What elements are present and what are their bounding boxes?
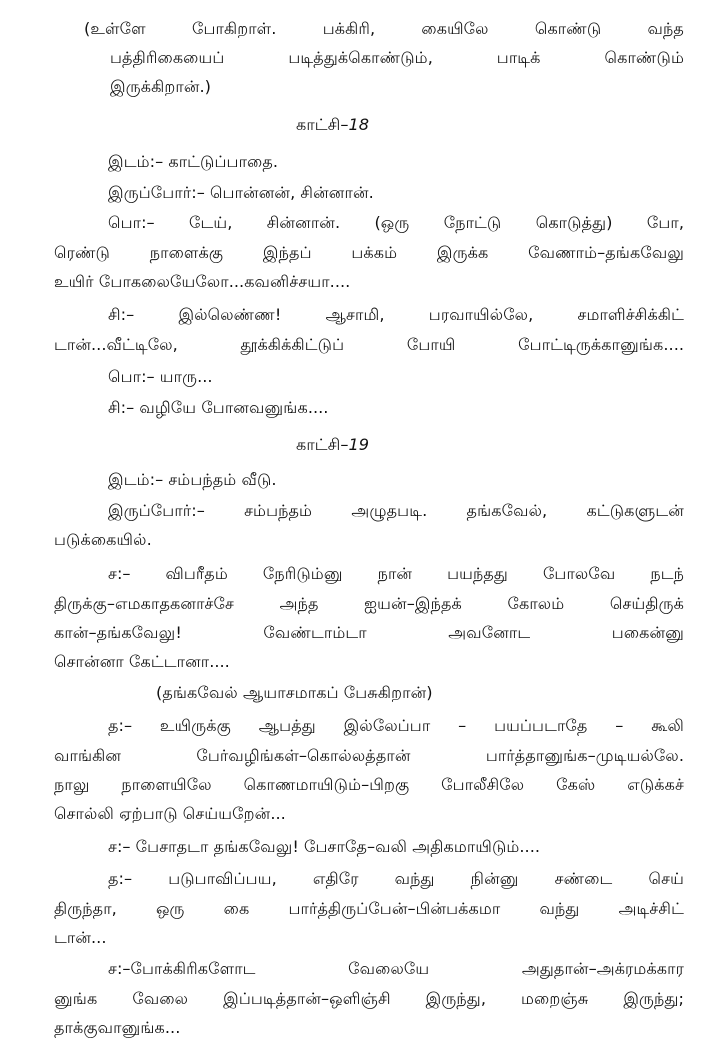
word: ச:– — [108, 564, 131, 583]
word: திருந்தா, — [54, 899, 117, 918]
scene-18-d3: பொ:– யாரு... — [108, 367, 213, 386]
scene-18-d1-line-3: உயிர் போகலையேலோ...கவனிச்சயா.... — [54, 272, 351, 291]
word: அடிச்சிட் — [618, 899, 684, 918]
word: எதிரே — [312, 869, 359, 888]
word: நேரிடும்னு — [262, 564, 343, 583]
word: அவனோட — [448, 623, 531, 642]
word: இப்படித்தான்–ஒளிஞ்சி — [223, 989, 391, 1008]
word: த:– — [108, 869, 133, 888]
word: செய் — [648, 869, 684, 888]
word: படித்துக்கொண்டும், — [288, 48, 433, 67]
word: போ, — [646, 213, 684, 232]
word: கொண்டும் — [604, 48, 684, 67]
word: படுபாவிப்பய, — [168, 869, 277, 888]
word: எடுக்கச் — [627, 775, 684, 794]
word: கொண்டு — [534, 19, 602, 38]
scene-19-d5-line-3: தாக்குவானுங்க... — [54, 1018, 181, 1037]
word: மறைஞ்சு — [521, 989, 589, 1008]
word: இருப்போர்:– — [108, 501, 205, 520]
word: – — [615, 716, 624, 735]
word: ஒரு — [155, 899, 185, 918]
word: இருந்து, — [425, 989, 486, 1008]
word: நாளைக்கு — [149, 243, 224, 262]
scene-18-present: இருப்போர்:– பொன்னன், சின்னான். — [108, 183, 374, 202]
word: கை — [223, 899, 250, 918]
scene-19-d4-line-2 — [54, 898, 684, 920]
word: பார்த்தானுங்க–முடியல்லே. — [485, 746, 684, 765]
word: நடந் — [650, 564, 684, 583]
scene-19-stage-direction: (தங்கவேல் ஆயாசமாகப் பேசுகிறான்) — [156, 683, 433, 702]
word: ஐயன்–இந்தக் — [364, 594, 462, 613]
word: பக்கிரி, — [322, 19, 376, 38]
scene-19-d5-line-1 — [108, 958, 684, 980]
scene-19-d2-line-4: சொல்லி ஏற்பாடு செய்யறேன்... — [54, 804, 286, 823]
word: கொடுத்து) — [535, 213, 613, 232]
word: (உள்ளே — [84, 19, 146, 38]
scene-19-d2-line-2 — [54, 745, 684, 767]
word: பகைன்னு — [611, 623, 684, 642]
word: அதுதான்–அக்ரமக்கார — [521, 959, 684, 978]
scene-19-d1-line-2 — [54, 593, 684, 615]
scene-19-d1-line-3 — [54, 622, 684, 644]
word: நான் — [377, 564, 413, 583]
scene-19-d2-line-3 — [54, 774, 684, 796]
word: வேலை — [132, 989, 189, 1008]
word: சி:– — [108, 305, 135, 324]
word: இந்தப் — [262, 243, 312, 262]
word: பொ:– — [108, 213, 155, 232]
word: கேஸ் — [556, 775, 596, 794]
word: கையிலே — [421, 19, 489, 38]
scene-18-heading-label: காட்சி– — [296, 115, 349, 134]
scene-18-d2-line-2 — [54, 334, 684, 356]
word: தங்கவேல், — [466, 501, 548, 520]
word: கொணமாயிடும்–பிறகு — [243, 775, 410, 794]
intro-line-3: இருக்கிறான்.) — [110, 77, 211, 96]
word: பாடிக் — [496, 48, 541, 67]
word: உயிருக்கு — [159, 716, 231, 735]
word: சின்னான். — [266, 213, 341, 232]
scene-18-place: இடம்:– காட்டுப்பாதை. — [108, 152, 279, 171]
word: – — [458, 716, 467, 735]
word: போகிறாள். — [191, 19, 277, 38]
word: வேலையே — [348, 959, 430, 978]
word: இருந்து; — [623, 989, 684, 1008]
word: போலவே — [542, 564, 616, 583]
word: சமாளிச்சிக்கிட் — [577, 305, 684, 324]
word: கட்டுகளுடன் — [586, 501, 684, 520]
scene-19-d4-line-3: டான்... — [54, 928, 107, 947]
word: திருக்கு–எமகாதகனாச்சே — [54, 594, 234, 613]
word: விபரீதம் — [165, 564, 228, 583]
scene-19-d1-line-4: சொன்னா கேட்டானா.... — [54, 652, 230, 671]
word: வேண்டாம்டா — [263, 623, 367, 642]
word: கான்–தங்கவேலு! — [54, 623, 182, 642]
word: செய்திருக் — [609, 594, 684, 613]
scene-19-present-line-2: படுக்கையில். — [54, 530, 152, 549]
word: இல்லேப்பா — [343, 716, 431, 735]
word: நின்னு — [470, 869, 519, 888]
word: பார்த்திருப்பேன்–பின்பக்கமா — [288, 899, 501, 918]
word: பரவாயில்லே, — [428, 305, 534, 324]
word: சம்பந்தம் — [244, 501, 313, 520]
scene-19-d1-line-1 — [108, 563, 684, 585]
word: அழுதபடி. — [351, 501, 428, 520]
word: பயந்தது — [447, 564, 508, 583]
word: நோட்டு — [443, 213, 502, 232]
scene-18-d1-line-2 — [54, 242, 684, 264]
word: நாலு — [54, 775, 90, 794]
word: அந்த — [279, 594, 319, 613]
word: பயப்படாதே — [494, 716, 588, 735]
word: போயி — [406, 335, 456, 354]
scene-18-d4: சி:– வழியே போனவனுங்க.... — [108, 398, 329, 417]
word: ரெண்டு — [54, 243, 111, 262]
word: டேய், — [189, 213, 233, 232]
word: வந்த — [647, 19, 684, 38]
scene-19-number: 19 — [348, 435, 370, 454]
word: கூலி — [651, 716, 684, 735]
word: இல்லெண்ண! — [178, 305, 282, 324]
word: (ஒரு — [374, 213, 410, 232]
scene-19-d4-line-1 — [108, 868, 684, 890]
scene-18-number: 18 — [348, 115, 370, 134]
scene-18-heading — [296, 114, 369, 136]
word: பக்கம் — [351, 243, 398, 262]
intro-line-1 — [84, 18, 684, 40]
scene-19-present-line-1 — [108, 500, 684, 522]
intro-line-2 — [110, 47, 684, 69]
scene-19-heading-label: காட்சி– — [296, 435, 349, 454]
word: இருக்க — [436, 243, 489, 262]
word: வேணாம்–தங்கவேலு — [528, 243, 684, 262]
scene-19-d2-line-1 — [108, 715, 684, 737]
word: வந்து — [539, 899, 580, 918]
scene-19-d5-line-2 — [54, 988, 684, 1010]
scene-19-place: இடம்:– சம்பந்தம் வீடு. — [108, 470, 277, 489]
word: சண்டை — [554, 869, 613, 888]
word: வந்து — [394, 869, 435, 888]
scene-18-d2-line-1 — [108, 304, 684, 326]
scene-18-d1-line-1 — [108, 212, 684, 234]
word: டான்...வீட்டிலே, — [54, 335, 178, 354]
scene-19-heading — [296, 434, 369, 456]
word: ஆபத்து — [258, 716, 316, 735]
word: பத்திரிகையைப் — [110, 48, 225, 67]
scene-19-d3: ச:– பேசாதடா தங்கவேலு! பேசாதே–வலி அதிகமாயிடும்.... — [108, 837, 540, 856]
word: போட்டிருக்கானுங்க.... — [518, 335, 684, 354]
word: போலீசிலே — [441, 775, 525, 794]
word: கோலம் — [507, 594, 565, 613]
word: பேர்வழிங்கள்–கொல்லத்தான் — [196, 746, 411, 765]
word: ச:–போக்கிரிகளோட — [108, 959, 256, 978]
word: னுங்க — [54, 989, 98, 1008]
word: நாளையிலே — [121, 775, 212, 794]
word: தூக்கிக்கிட்டுப் — [240, 335, 345, 354]
word: வாங்கின — [54, 746, 122, 765]
word: த:– — [108, 716, 133, 735]
word: ஆசாமி, — [325, 305, 385, 324]
